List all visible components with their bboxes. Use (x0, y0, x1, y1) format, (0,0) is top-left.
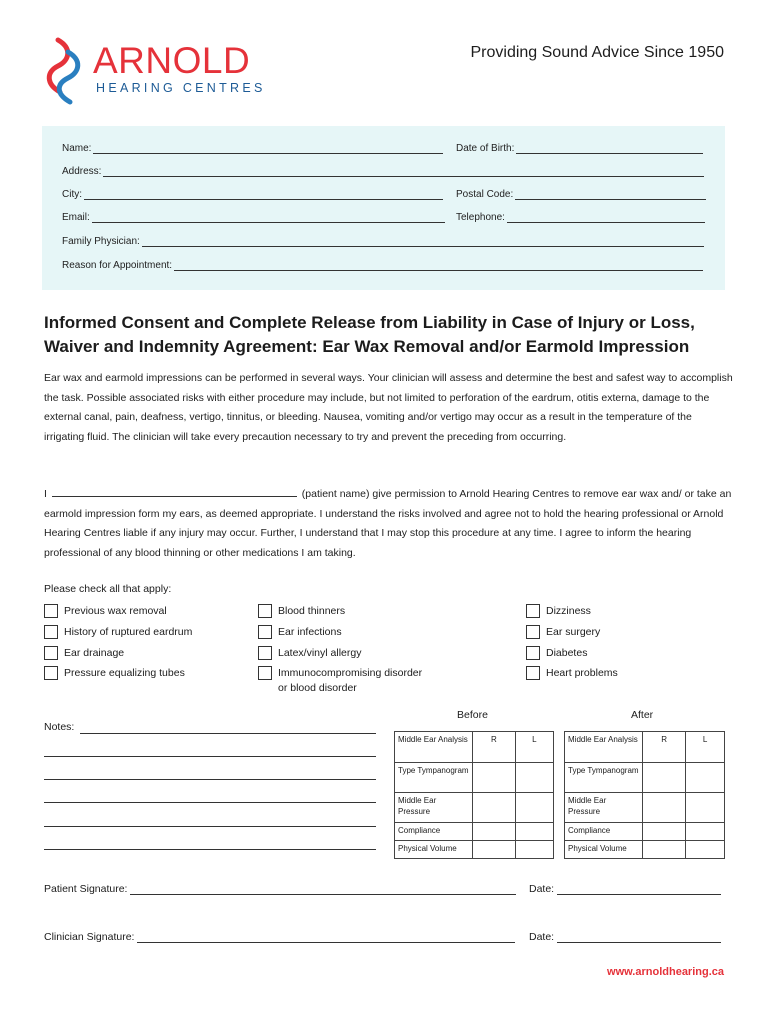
left-ear-cell[interactable] (686, 823, 725, 841)
brand-subtitle: HEARING CENTRES (96, 81, 266, 95)
notes-line[interactable] (80, 733, 376, 734)
website-link[interactable]: www.arnoldhearing.ca (607, 966, 724, 978)
left-ear-header: L (686, 732, 725, 763)
right-ear-cell[interactable] (643, 823, 686, 841)
notes-line[interactable] (44, 802, 376, 803)
row-label: Physical Volume (395, 841, 473, 859)
checkbox-label: Ear drainage (64, 647, 125, 659)
checkbox-immunocompromising[interactable] (258, 666, 428, 696)
risk-paragraph: Ear wax and earmold impressions can be performed in several ways. Your clinician will assess and determine the best and safest way to accomplish the task. Possible associated risks with either procedure may include, but not limited to perforation of the eardrum, otitis externa, damage to the external canal, pain, deafness, vertigo, tinnitus, or bleeding. Nausea, vomiting and/or vertigo may occur as a result in the temperature of the irrigating fluid. The clinician will take every precaution necessary to try and prevent the preceding from occurring. (44, 372, 733, 443)
name-row (62, 143, 443, 154)
telephone-label: Telephone: (456, 212, 505, 223)
postal-row (456, 189, 706, 200)
row-label: Compliance (395, 823, 473, 841)
table-row (565, 793, 725, 823)
after-heading: After (631, 709, 654, 721)
notes-line[interactable] (44, 779, 376, 780)
before-analysis-table (394, 731, 554, 859)
row-label: Middle Ear Pressure (565, 793, 643, 823)
checkbox-label: Heart problems (546, 667, 618, 679)
email-row (62, 212, 445, 223)
checkbox-label: Ear surgery (546, 626, 601, 638)
physician-field[interactable] (142, 237, 704, 247)
checkbox-label: Pressure equalizing tubes (64, 667, 185, 679)
checkbox-label: Dizziness (546, 605, 591, 617)
checkbox-ear-drainage[interactable] (44, 646, 124, 661)
table-row (395, 763, 554, 793)
left-ear-cell[interactable] (686, 793, 725, 823)
checkbox-dizziness[interactable] (526, 604, 591, 619)
checkbox-label: Ear infections (278, 626, 342, 638)
checkbox-label: History of ruptured eardrum (64, 626, 193, 638)
checkbox-label: Latex/vinyl allergy (278, 647, 362, 659)
table-header-cell: Middle Ear Analysis (565, 732, 643, 763)
checkbox-box[interactable] (526, 666, 540, 680)
checkbox-label: Blood thinners (278, 605, 346, 617)
city-row (62, 189, 443, 200)
checkbox-ear-surgery[interactable] (526, 625, 600, 640)
right-ear-cell[interactable] (473, 793, 516, 823)
right-ear-header: R (643, 732, 686, 763)
checkbox-heart-problems[interactable] (526, 666, 618, 681)
row-label: Compliance (565, 823, 643, 841)
checkbox-box[interactable] (258, 625, 272, 639)
table-row (565, 823, 725, 841)
checkbox-box[interactable] (258, 646, 272, 660)
left-ear-header: L (515, 732, 553, 763)
clinician-date-field[interactable] (557, 933, 721, 943)
left-ear-cell[interactable] (515, 841, 553, 859)
checklist-heading: Please check all that apply: (44, 583, 172, 595)
dob-row (456, 143, 703, 154)
clinician-date-label: Date: (529, 931, 555, 943)
checkbox-ear-infections[interactable] (258, 625, 342, 640)
patient-signature-row (44, 883, 516, 895)
row-label: Physical Volume (565, 841, 643, 859)
table-row (565, 763, 725, 793)
table-row (395, 793, 554, 823)
right-ear-cell[interactable] (643, 841, 686, 859)
left-ear-cell[interactable] (686, 841, 725, 859)
checkbox-pressure-tubes[interactable] (44, 666, 185, 681)
physician-row (62, 236, 704, 247)
reason-label: Reason for Appointment: (62, 260, 173, 271)
checkbox-box[interactable] (44, 646, 58, 660)
table-row (395, 732, 554, 763)
telephone-row (456, 212, 705, 223)
email-label: Email: (62, 212, 90, 223)
patient-date-field[interactable] (557, 885, 721, 895)
address-label: Address: (62, 166, 102, 177)
city-field[interactable] (84, 190, 443, 200)
brand-name: ARNOLD (93, 40, 251, 81)
right-ear-cell[interactable] (473, 763, 516, 793)
before-heading: Before (457, 709, 488, 721)
checkbox-diabetes[interactable] (526, 646, 587, 661)
patient-date-row (529, 883, 721, 895)
patient-signature-label: Patient Signature: (44, 883, 128, 895)
right-ear-cell[interactable] (473, 841, 516, 859)
clinician-signature-row (44, 931, 515, 943)
checkbox-box[interactable] (258, 604, 272, 618)
checkbox-box[interactable] (44, 666, 58, 680)
right-ear-cell[interactable] (643, 763, 686, 793)
checkbox-box[interactable] (258, 666, 272, 680)
checkbox-label: Previous wax removal (64, 605, 167, 617)
row-label: Type Tympanogram (395, 763, 473, 793)
checkbox-box[interactable] (526, 646, 540, 660)
reason-field[interactable] (174, 261, 703, 271)
checkbox-blood-thinners[interactable] (258, 604, 345, 619)
dob-label: Date of Birth: (456, 143, 515, 154)
table-row (395, 823, 554, 841)
left-ear-cell[interactable] (686, 763, 725, 793)
document-title: Informed Consent and Complete Release from Liability in Case of Injury or Loss, Waiver and Indemnity Agreement: Ear Wax Removal and/or Earmold Impression (44, 313, 695, 356)
consent-prefix: I (44, 488, 47, 500)
checkbox-label: Diabetes (546, 647, 588, 659)
checkbox-previous-wax-removal[interactable] (44, 604, 167, 619)
email-field[interactable] (92, 213, 445, 223)
tagline: Providing Sound Advice Since 1950 (470, 44, 724, 61)
address-field[interactable] (103, 167, 704, 177)
city-label: City: (62, 189, 82, 200)
ear-swirl-logo-icon (42, 36, 88, 106)
telephone-field[interactable] (507, 213, 705, 223)
right-ear-cell[interactable] (643, 793, 686, 823)
company-logo (42, 36, 282, 106)
name-field[interactable] (93, 144, 443, 154)
checkbox-ruptured-eardrum[interactable] (44, 625, 192, 640)
checkbox-box[interactable] (526, 625, 540, 639)
notes-line[interactable] (44, 826, 376, 827)
patient-date-label: Date: (529, 883, 555, 895)
patient-info-panel (42, 126, 725, 290)
address-row (62, 166, 704, 177)
patient-signature-field[interactable] (130, 885, 516, 895)
checkbox-label: Immunocompromising disorder or blood disorder (278, 667, 423, 694)
notes-line[interactable] (44, 849, 376, 850)
physician-label: Family Physician: (62, 236, 140, 247)
consent-paragraph (44, 485, 734, 563)
consent-text: (patient name) give permission to Arnold Hearing Centres to remove ear wax and/ or take an earmold impression form my ears, as deemed appropriate. I understand the risks involved and agree not to hold the hearing professional or Arnold Hearing Centres liable if any injury may occur. Further, I understand that I may stop this procedure at any time. I agree to inform the hearing professional of any blood thinning or other medications I am taking. (44, 488, 732, 559)
table-row (565, 841, 725, 859)
name-label: Name: (62, 143, 92, 154)
postal-field[interactable] (515, 190, 706, 200)
clinician-signature-field[interactable] (137, 933, 515, 943)
table-row (395, 841, 554, 859)
after-analysis-table (564, 731, 725, 859)
notes-line[interactable] (44, 756, 376, 757)
notes-label: Notes: (44, 721, 75, 733)
left-ear-cell[interactable] (515, 823, 553, 841)
row-label: Type Tympanogram (565, 763, 643, 793)
clinician-date-row (529, 931, 721, 943)
table-row (565, 732, 725, 763)
checkbox-box[interactable] (526, 604, 540, 618)
checkbox-latex-allergy[interactable] (258, 646, 361, 661)
left-ear-cell[interactable] (515, 763, 553, 793)
right-ear-cell[interactable] (473, 823, 516, 841)
checkbox-box[interactable] (44, 625, 58, 639)
clinician-signature-label: Clinician Signature: (44, 931, 135, 943)
row-label: Middle Ear Pressure (395, 793, 473, 823)
dob-field[interactable] (516, 144, 703, 154)
right-ear-header: R (473, 732, 516, 763)
postal-label: Postal Code: (456, 189, 514, 200)
left-ear-cell[interactable] (515, 793, 553, 823)
reason-row (62, 260, 703, 271)
table-header-cell: Middle Ear Analysis (395, 732, 473, 763)
checkbox-box[interactable] (44, 604, 58, 618)
patient-name-field[interactable] (52, 487, 297, 497)
